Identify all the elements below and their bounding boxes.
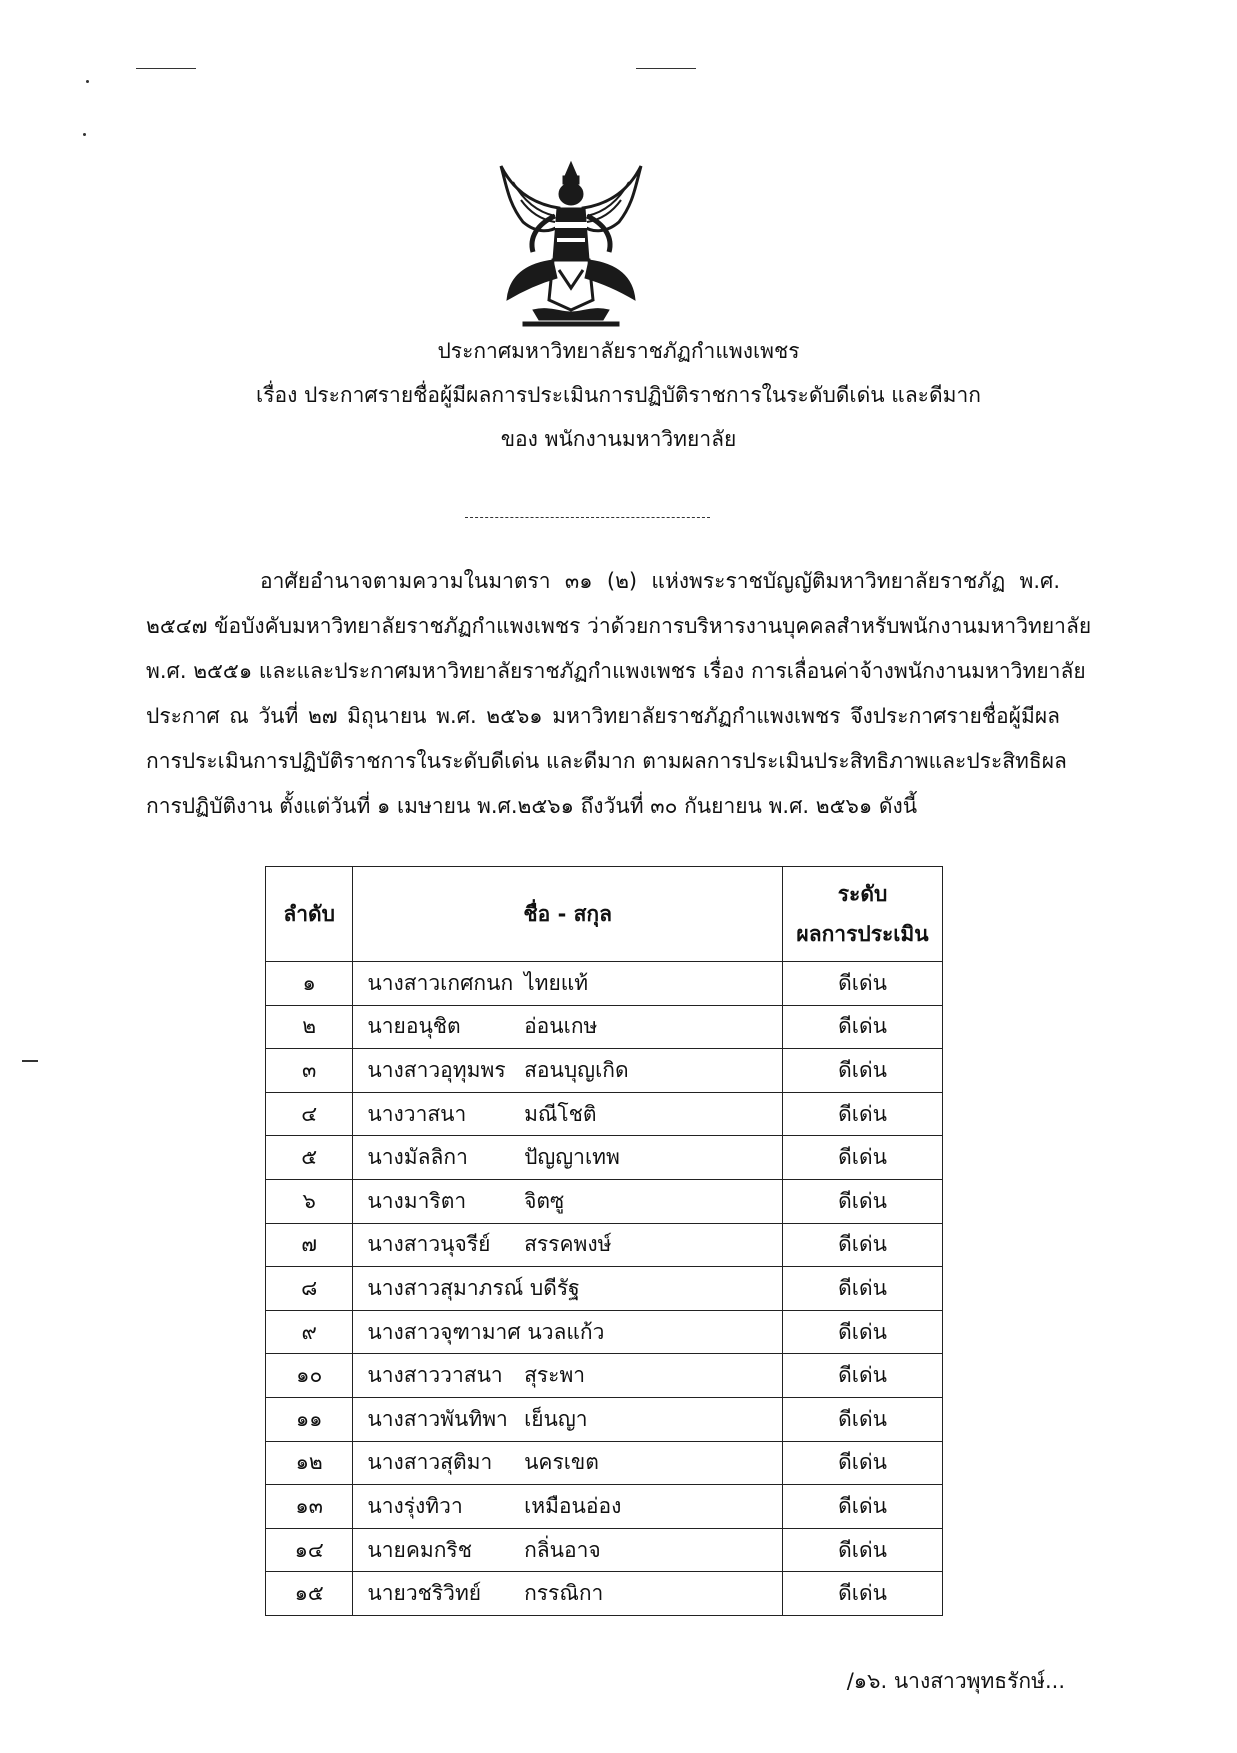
scan-speck xyxy=(22,1060,38,1062)
family-name: กรรณิกา xyxy=(524,1581,604,1606)
given-name: นางรุ่งทิวา xyxy=(367,1493,463,1518)
family-name: นวลแก้ว xyxy=(527,1319,605,1344)
row-name xyxy=(353,1136,783,1180)
row-level: ดีเด่น xyxy=(783,1310,943,1354)
table-row xyxy=(266,1441,943,1485)
row-level: ดีเด่น xyxy=(783,1136,943,1180)
body-line: ประกาศ ณ วันที่ ๒๗ มิถุนายน พ.ศ. ๒๕๖๑ มหาวิทยาลัยราชภัฏกำแพงเพชร จึงประกาศรายชื่อผู้มีผล xyxy=(146,704,1060,728)
column-header-name: ชื่อ - สกุล xyxy=(353,867,783,962)
body-line: การปฏิบัติงาน ตั้งแต่วันที่ ๑ เมษายน พ.ศ.๒๕๖๑ ถึงวันที่ ๓๐ กันยายน พ.ศ. ๒๕๖๑ ดังนี้ xyxy=(146,794,918,818)
given-name: นายคมกริช xyxy=(367,1537,472,1562)
family-name: กลิ่นอาจ xyxy=(524,1537,601,1562)
given-name: นายวชริวิทย์ xyxy=(367,1581,482,1606)
results-table xyxy=(265,866,943,1616)
given-name: นางสาวจุฑามาศ xyxy=(367,1319,521,1344)
body-line: อาศัยอำนาจตามความในมาตรา ๓๑ (๒) แห่งพระราชบัญญัติมหาวิทยาลัยราชภัฏ พ.ศ. xyxy=(260,569,1060,593)
row-level: ดีเด่น xyxy=(783,1572,943,1616)
row-level: ดีเด่น xyxy=(783,1179,943,1223)
family-name: สุระพา xyxy=(524,1363,586,1388)
scan-speck xyxy=(636,68,696,69)
row-name xyxy=(353,1267,783,1311)
body-line: พ.ศ. ๒๕๕๑ และและประกาศมหาวิทยาลัยราชภัฏกำแพงเพชร เรื่อง การเลื่อนค่าจ้างพนักงานมหาวิทยาลัย xyxy=(146,659,1086,683)
table-row xyxy=(266,1528,943,1572)
table-row xyxy=(266,1092,943,1136)
row-level: ดีเด่น xyxy=(783,962,943,1006)
table-row xyxy=(266,962,943,1006)
row-name xyxy=(353,1528,783,1572)
table-row xyxy=(266,1223,943,1267)
row-level: ดีเด่น xyxy=(783,1223,943,1267)
given-name: นางวาสนา xyxy=(367,1101,467,1126)
given-name: นางสาววาสนา xyxy=(367,1363,503,1388)
row-name xyxy=(353,1310,783,1354)
row-level: ดีเด่น xyxy=(783,1397,943,1441)
column-header-level xyxy=(783,867,943,962)
given-name: นางสาวสุมาภรณ์ xyxy=(367,1275,524,1300)
row-level: ดีเด่น xyxy=(783,1441,943,1485)
table-row xyxy=(266,1179,943,1223)
given-name: นางสาวนุจรีย์ xyxy=(367,1232,491,1257)
family-name: สอนบุญเกิด xyxy=(524,1057,629,1082)
row-name xyxy=(353,1397,783,1441)
table-row xyxy=(266,1572,943,1616)
row-level: ดีเด่น xyxy=(783,1005,943,1049)
garuda-emblem-icon xyxy=(493,160,649,332)
column-header-level-line1: ระดับ xyxy=(837,882,888,906)
family-name: สรรคพงษ์ xyxy=(524,1232,612,1257)
table-row xyxy=(266,1005,943,1049)
row-number: ๑๓ xyxy=(266,1485,353,1529)
given-name: นางมาริตา xyxy=(367,1188,467,1213)
row-level: ดีเด่น xyxy=(783,1528,943,1572)
row-name xyxy=(353,1441,783,1485)
row-number: ๑๕ xyxy=(266,1572,353,1616)
given-name: นางสาวพันทิพา xyxy=(367,1406,508,1431)
row-name xyxy=(353,1572,783,1616)
scan-speck xyxy=(136,68,196,69)
family-name: จิตซู xyxy=(524,1188,565,1213)
scan-speck xyxy=(83,133,86,136)
table-header-row xyxy=(266,867,943,962)
family-name: บดีรัฐ xyxy=(529,1275,580,1300)
row-number: ๔ xyxy=(266,1092,353,1136)
row-level: ดีเด่น xyxy=(783,1485,943,1529)
table-row xyxy=(266,1354,943,1398)
announcement-scope: ของ พนักงานมหาวิทยาลัย xyxy=(500,427,737,451)
row-number: ๑๑ xyxy=(266,1397,353,1441)
row-number: ๑ xyxy=(266,962,353,1006)
family-name: นครเขต xyxy=(524,1450,599,1475)
row-name xyxy=(353,1354,783,1398)
row-number: ๕ xyxy=(266,1136,353,1180)
family-name: ปัญญาเทพ xyxy=(524,1145,620,1170)
row-level: ดีเด่น xyxy=(783,1049,943,1093)
row-number: ๑๒ xyxy=(266,1441,353,1485)
given-name: นางสาวเกศกนก xyxy=(367,970,514,995)
row-number: ๓ xyxy=(266,1049,353,1093)
column-header-level-line2: ผลการประเมิน xyxy=(796,922,929,946)
table-row xyxy=(266,1049,943,1093)
row-name xyxy=(353,1485,783,1529)
family-name: เย็นญา xyxy=(524,1406,588,1431)
row-number: ๑๔ xyxy=(266,1528,353,1572)
row-level: ดีเด่น xyxy=(783,1267,943,1311)
page-continuation: /๑๖. นางสาวพุทธรักษ์... xyxy=(846,1669,1065,1693)
row-level: ดีเด่น xyxy=(783,1092,943,1136)
table-body xyxy=(266,962,943,1616)
announcement-subject: เรื่อง ประกาศรายชื่อผู้มีผลการประเมินการปฏิบัติราชการในระดับดีเด่น และดีมาก xyxy=(256,383,981,407)
row-name xyxy=(353,1179,783,1223)
table-row xyxy=(266,1310,943,1354)
table-row xyxy=(266,1136,943,1180)
row-number: ๒ xyxy=(266,1005,353,1049)
scan-speck xyxy=(86,80,89,83)
table-row xyxy=(266,1267,943,1311)
announcement-title: ประกาศมหาวิทยาลัยราชภัฏกำแพงเพชร xyxy=(437,339,800,363)
row-name xyxy=(353,1005,783,1049)
family-name: เหมือนอ่อง xyxy=(524,1493,622,1518)
given-name: นายอนุชิต xyxy=(367,1014,461,1039)
family-name: มณีโชติ xyxy=(524,1101,597,1126)
row-number: ๙ xyxy=(266,1310,353,1354)
given-name: นางสาวสุติมา xyxy=(367,1450,493,1475)
header-divider xyxy=(465,517,710,518)
row-number: ๑๐ xyxy=(266,1354,353,1398)
row-number: ๗ xyxy=(266,1223,353,1267)
family-name: ไทยแท้ xyxy=(524,970,589,995)
row-number: ๖ xyxy=(266,1179,353,1223)
body-line: การประเมินการปฏิบัติราชการในระดับดีเด่น และดีมาก ตามผลการประเมินประสิทธิภาพและประสิทธิผล xyxy=(146,749,1067,773)
given-name: นางมัลลิกา xyxy=(367,1145,468,1170)
row-name xyxy=(353,1092,783,1136)
row-name xyxy=(353,1223,783,1267)
body-line: ๒๕๔๗ ข้อบังคับมหาวิทยาลัยราชภัฏกำแพงเพชร ว่าด้วยการบริหารงานบุคคลสำหรับพนักงานมหาวิทยาลัย xyxy=(146,614,1092,638)
family-name: อ่อนเกษ xyxy=(524,1014,598,1039)
table-row xyxy=(266,1397,943,1441)
row-number: ๘ xyxy=(266,1267,353,1311)
column-header-no: ลำดับ xyxy=(266,867,353,962)
row-level: ดีเด่น xyxy=(783,1354,943,1398)
row-name xyxy=(353,1049,783,1093)
row-name xyxy=(353,962,783,1006)
table-row xyxy=(266,1485,943,1529)
given-name: นางสาวอุทุมพร xyxy=(367,1057,506,1082)
